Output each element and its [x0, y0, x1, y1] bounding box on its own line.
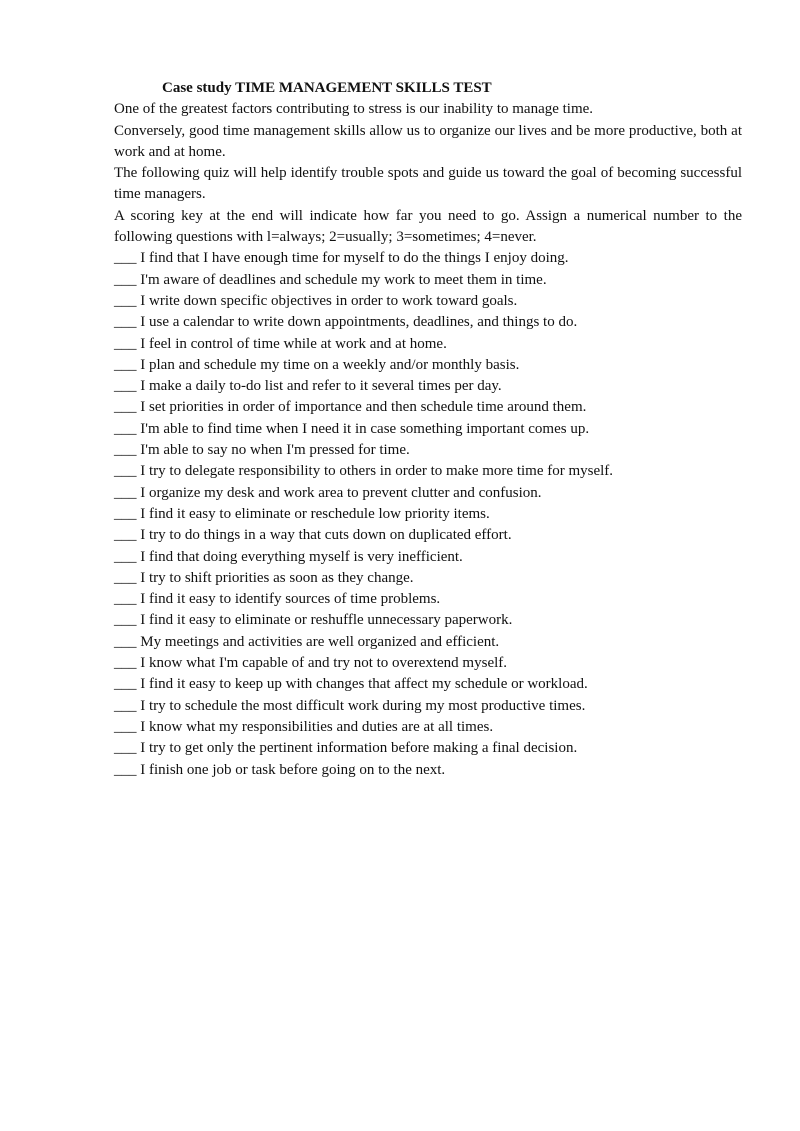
quiz-question: [114, 440, 742, 461]
answer-blank[interactable]: ___: [114, 420, 137, 437]
answer-blank[interactable]: ___: [114, 484, 137, 501]
quiz-question: [114, 376, 742, 397]
quiz-question: [114, 334, 742, 355]
answer-blank[interactable]: ___: [114, 633, 137, 650]
quiz-question-text: I feel in control of time while at work and at home.: [140, 335, 447, 352]
quiz-question: [114, 632, 742, 653]
quiz-question: [114, 525, 742, 546]
quiz-question: [114, 397, 742, 418]
quiz-question: [114, 355, 742, 376]
quiz-question: [114, 483, 742, 504]
quiz-question-text: I try to schedule the most difficult work during my most productive times.: [140, 697, 586, 714]
quiz-question-text: I'm able to say no when I'm pressed for time.: [140, 442, 410, 459]
quiz-question-text: I plan and schedule my time on a weekly and/or monthly basis.: [140, 356, 520, 373]
intro-paragraph: The following quiz will help identify trouble spots and guide us toward the goal of becoming successful time managers.: [114, 165, 742, 203]
quiz-question: [114, 568, 742, 589]
quiz-question-text: I find it easy to keep up with changes that affect my schedule or workload.: [140, 676, 588, 693]
quiz-question: [114, 547, 742, 568]
answer-blank[interactable]: ___: [114, 399, 137, 416]
quiz-question-text: I organize my desk and work area to prevent clutter and confusion.: [140, 484, 542, 501]
intro-paragraph: One of the greatest factors contributing to stress is our inability to manage time.: [114, 101, 594, 118]
answer-blank[interactable]: ___: [114, 591, 137, 608]
quiz-question-text: I find it easy to identify sources of time problems.: [140, 591, 441, 608]
quiz-question: [114, 653, 742, 674]
answer-blank[interactable]: ___: [114, 335, 137, 352]
answer-blank[interactable]: ___: [114, 612, 137, 629]
quiz-question-text: I try to delegate responsibility to others in order to make more time for myself.: [140, 463, 614, 480]
answer-blank[interactable]: ___: [114, 697, 137, 714]
quiz-question: [114, 270, 742, 291]
answer-blank[interactable]: ___: [114, 314, 137, 331]
quiz-question: [114, 312, 742, 333]
quiz-question: [114, 717, 742, 738]
answer-blank[interactable]: ___: [114, 378, 137, 395]
quiz-question-text: I try to do things in a way that cuts down on duplicated effort.: [140, 527, 512, 544]
quiz-question-text: I'm able to find time when I need it in case something important comes up.: [140, 420, 590, 437]
document-title: Case study TIME MANAGEMENT SKILLS TEST: [162, 80, 492, 96]
quiz-question-text: I try to shift priorities as soon as they change.: [140, 569, 414, 586]
answer-blank[interactable]: ___: [114, 442, 137, 459]
quiz-question-text: My meetings and activities are well organized and efficient.: [140, 633, 500, 650]
quiz-question-text: I find that doing everything myself is very inefficient.: [140, 548, 463, 565]
answer-blank[interactable]: ___: [114, 463, 137, 480]
quiz-question: [114, 610, 742, 631]
quiz-question: [114, 674, 742, 695]
answer-blank[interactable]: ___: [114, 356, 137, 373]
quiz-question-text: I make a daily to-do list and refer to it several times per day.: [140, 378, 502, 395]
answer-blank[interactable]: ___: [114, 718, 137, 735]
quiz-question: [114, 291, 742, 312]
answer-blank[interactable]: ___: [114, 548, 137, 565]
quiz-question-text: I find it easy to eliminate or reschedule low priority items.: [140, 505, 490, 522]
answer-blank[interactable]: ___: [114, 740, 137, 757]
intro-paragraph: Conversely, good time management skills allow us to organize our lives and be more productive, both at work and at home.: [114, 122, 742, 160]
answer-blank[interactable]: ___: [114, 569, 137, 586]
quiz-question: [114, 419, 742, 440]
quiz-question-text: I'm aware of deadlines and schedule my work to meet them in time.: [140, 271, 547, 288]
quiz-question-text: I know what my responsibilities and duties are at all times.: [140, 718, 494, 735]
quiz-question-text: I know what I'm capable of and try not to overextend myself.: [140, 655, 508, 672]
quiz-question: [114, 589, 742, 610]
quiz-question: [114, 504, 742, 525]
quiz-question: [114, 461, 742, 482]
quiz-question-text: I find it easy to eliminate or reshuffle unnecessary paperwork.: [140, 612, 513, 629]
quiz-question-text: I use a calendar to write down appointments, deadlines, and things to do.: [140, 314, 578, 331]
quiz-question-list: [114, 248, 742, 780]
answer-blank[interactable]: ___: [114, 271, 137, 288]
answer-blank[interactable]: ___: [114, 292, 137, 309]
quiz-question: [114, 760, 742, 781]
quiz-question: [114, 248, 742, 269]
quiz-question: [114, 738, 742, 759]
quiz-question: [114, 696, 742, 717]
quiz-question-text: I try to get only the pertinent information before making a final decision.: [140, 740, 578, 757]
quiz-question-text: I finish one job or task before going on to the next.: [140, 761, 446, 778]
answer-blank[interactable]: ___: [114, 250, 137, 267]
document-body: [114, 78, 742, 781]
answer-blank[interactable]: ___: [114, 505, 137, 522]
quiz-question-text: I write down specific objectives in order to work toward goals.: [140, 292, 518, 309]
answer-blank[interactable]: ___: [114, 761, 137, 778]
answer-blank[interactable]: ___: [114, 527, 137, 544]
scoring-instructions: A scoring key at the end will indicate how far you need to go. Assign a numerical number to the following questions with l=always; 2=usually; 3=sometimes; 4=never.: [114, 207, 742, 246]
answer-blank[interactable]: ___: [114, 655, 137, 672]
answer-blank[interactable]: ___: [114, 676, 137, 693]
quiz-question-text: I find that I have enough time for myself to do the things I enjoy doing.: [140, 250, 569, 267]
quiz-question-text: I set priorities in order of importance and then schedule time around them.: [140, 399, 587, 416]
